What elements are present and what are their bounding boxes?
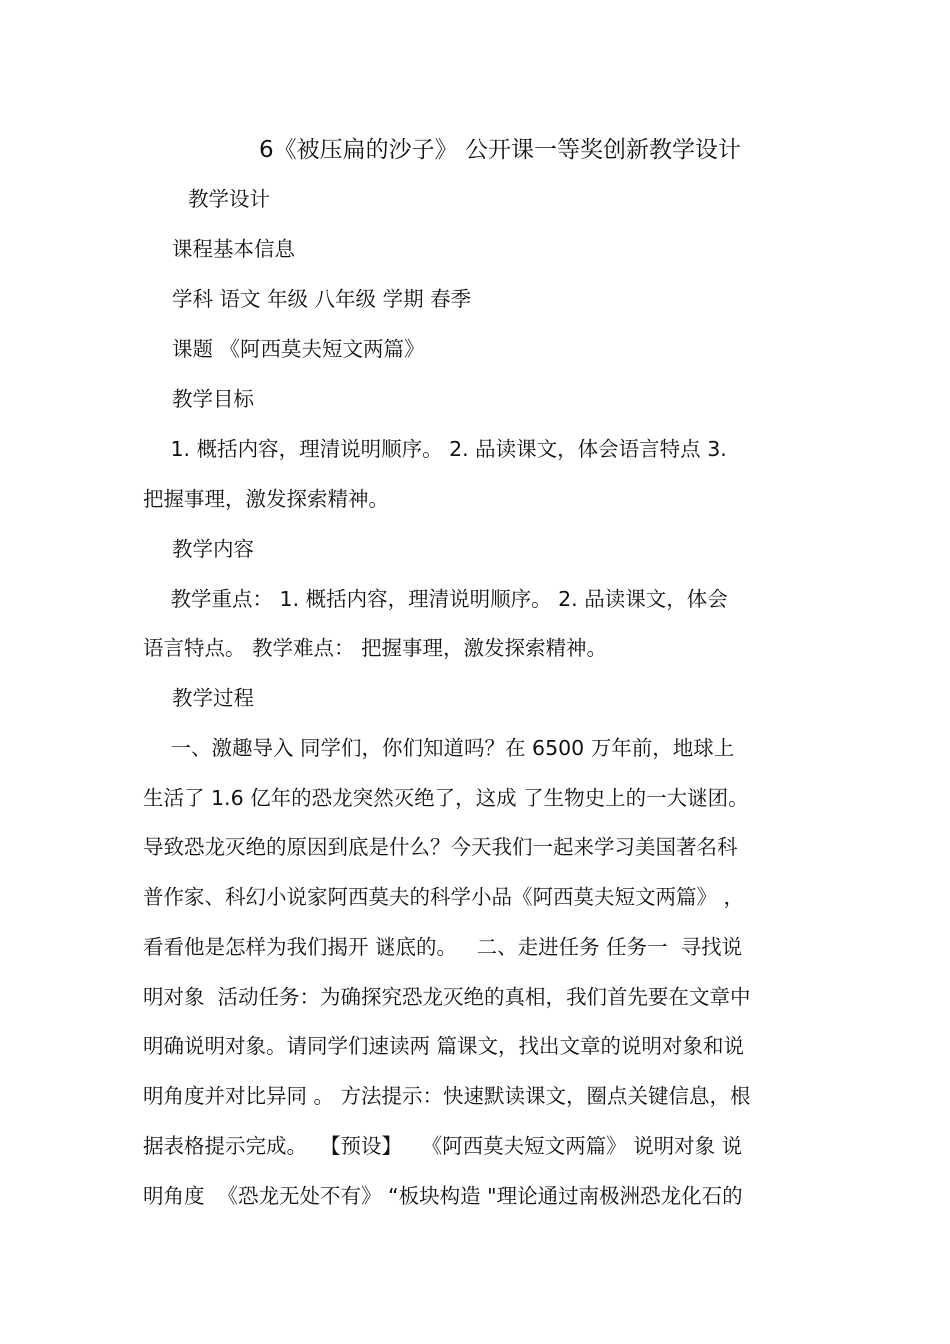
process-line: 导致恐龙灭绝的原因到底是什么？今天我们一起来学习美国著名科 [143, 835, 738, 859]
process-line: 普作家、科幻小说家阿西莫夫的科学小品《阿西莫夫短文两篇》 ， [143, 885, 745, 909]
content-line-1: 教学重点： 1. 概括内容，理清说明顺序。 2. 品读课文，体会 [164, 587, 728, 611]
content-line-2: 语言特点。 教学难点： 把握事理，激发探索精神。 [143, 636, 608, 660]
document-title: 6《被压扁的沙子》 公开课一等奖创新教学设计 [259, 137, 741, 163]
heading-objectives: 教学目标 [172, 387, 254, 411]
process-line: 明角度并对比异同 。 方法提示：快速默读课文，圈点关键信息，根 [143, 1084, 751, 1108]
process-line: 明确说明对象。请同学们速读两 篇课文，找出文章的说明对象和说 [143, 1034, 745, 1058]
course-meta: 学科 语文 年级 八年级 学期 春季 [172, 287, 472, 311]
heading-course-info: 课程基本信息 [172, 237, 295, 261]
course-topic: 课题 《阿西莫夫短文两篇》 [172, 337, 425, 361]
heading-content: 教学内容 [172, 537, 254, 561]
heading-teaching-design: 教学设计 [188, 187, 270, 211]
process-line: 据表格提示完成。 【预设】 《阿西莫夫短文两篇》 说明对象 说 [143, 1134, 743, 1158]
process-line: 明对象 活动任务：为确探究恐龙灭绝的真相，我们首先要在文章中 [143, 985, 751, 1009]
process-line: 生活了 1.6 亿年的恐龙突然灭绝了，这成 了生物史上的一大谜团。 [143, 786, 749, 810]
process-line: 一、激趣导入 同学们，你们知道吗？在 6500 万年前，地球上 [164, 736, 735, 760]
process-line: 看看他是怎样为我们揭开 谜底的。 二、走进任务 任务一 寻找说 [143, 935, 743, 959]
heading-process: 教学过程 [172, 686, 254, 710]
objectives-line-1: 1. 概括内容，理清说明顺序。 2. 品读课文，体会语言特点 3. [164, 437, 727, 461]
process-line: 明角度 《恐龙无处不有》 “板块构造 "理论通过南极洲恐龙化石的 [143, 1184, 743, 1208]
objectives-line-2: 把握事理，激发探索精神。 [143, 487, 389, 511]
